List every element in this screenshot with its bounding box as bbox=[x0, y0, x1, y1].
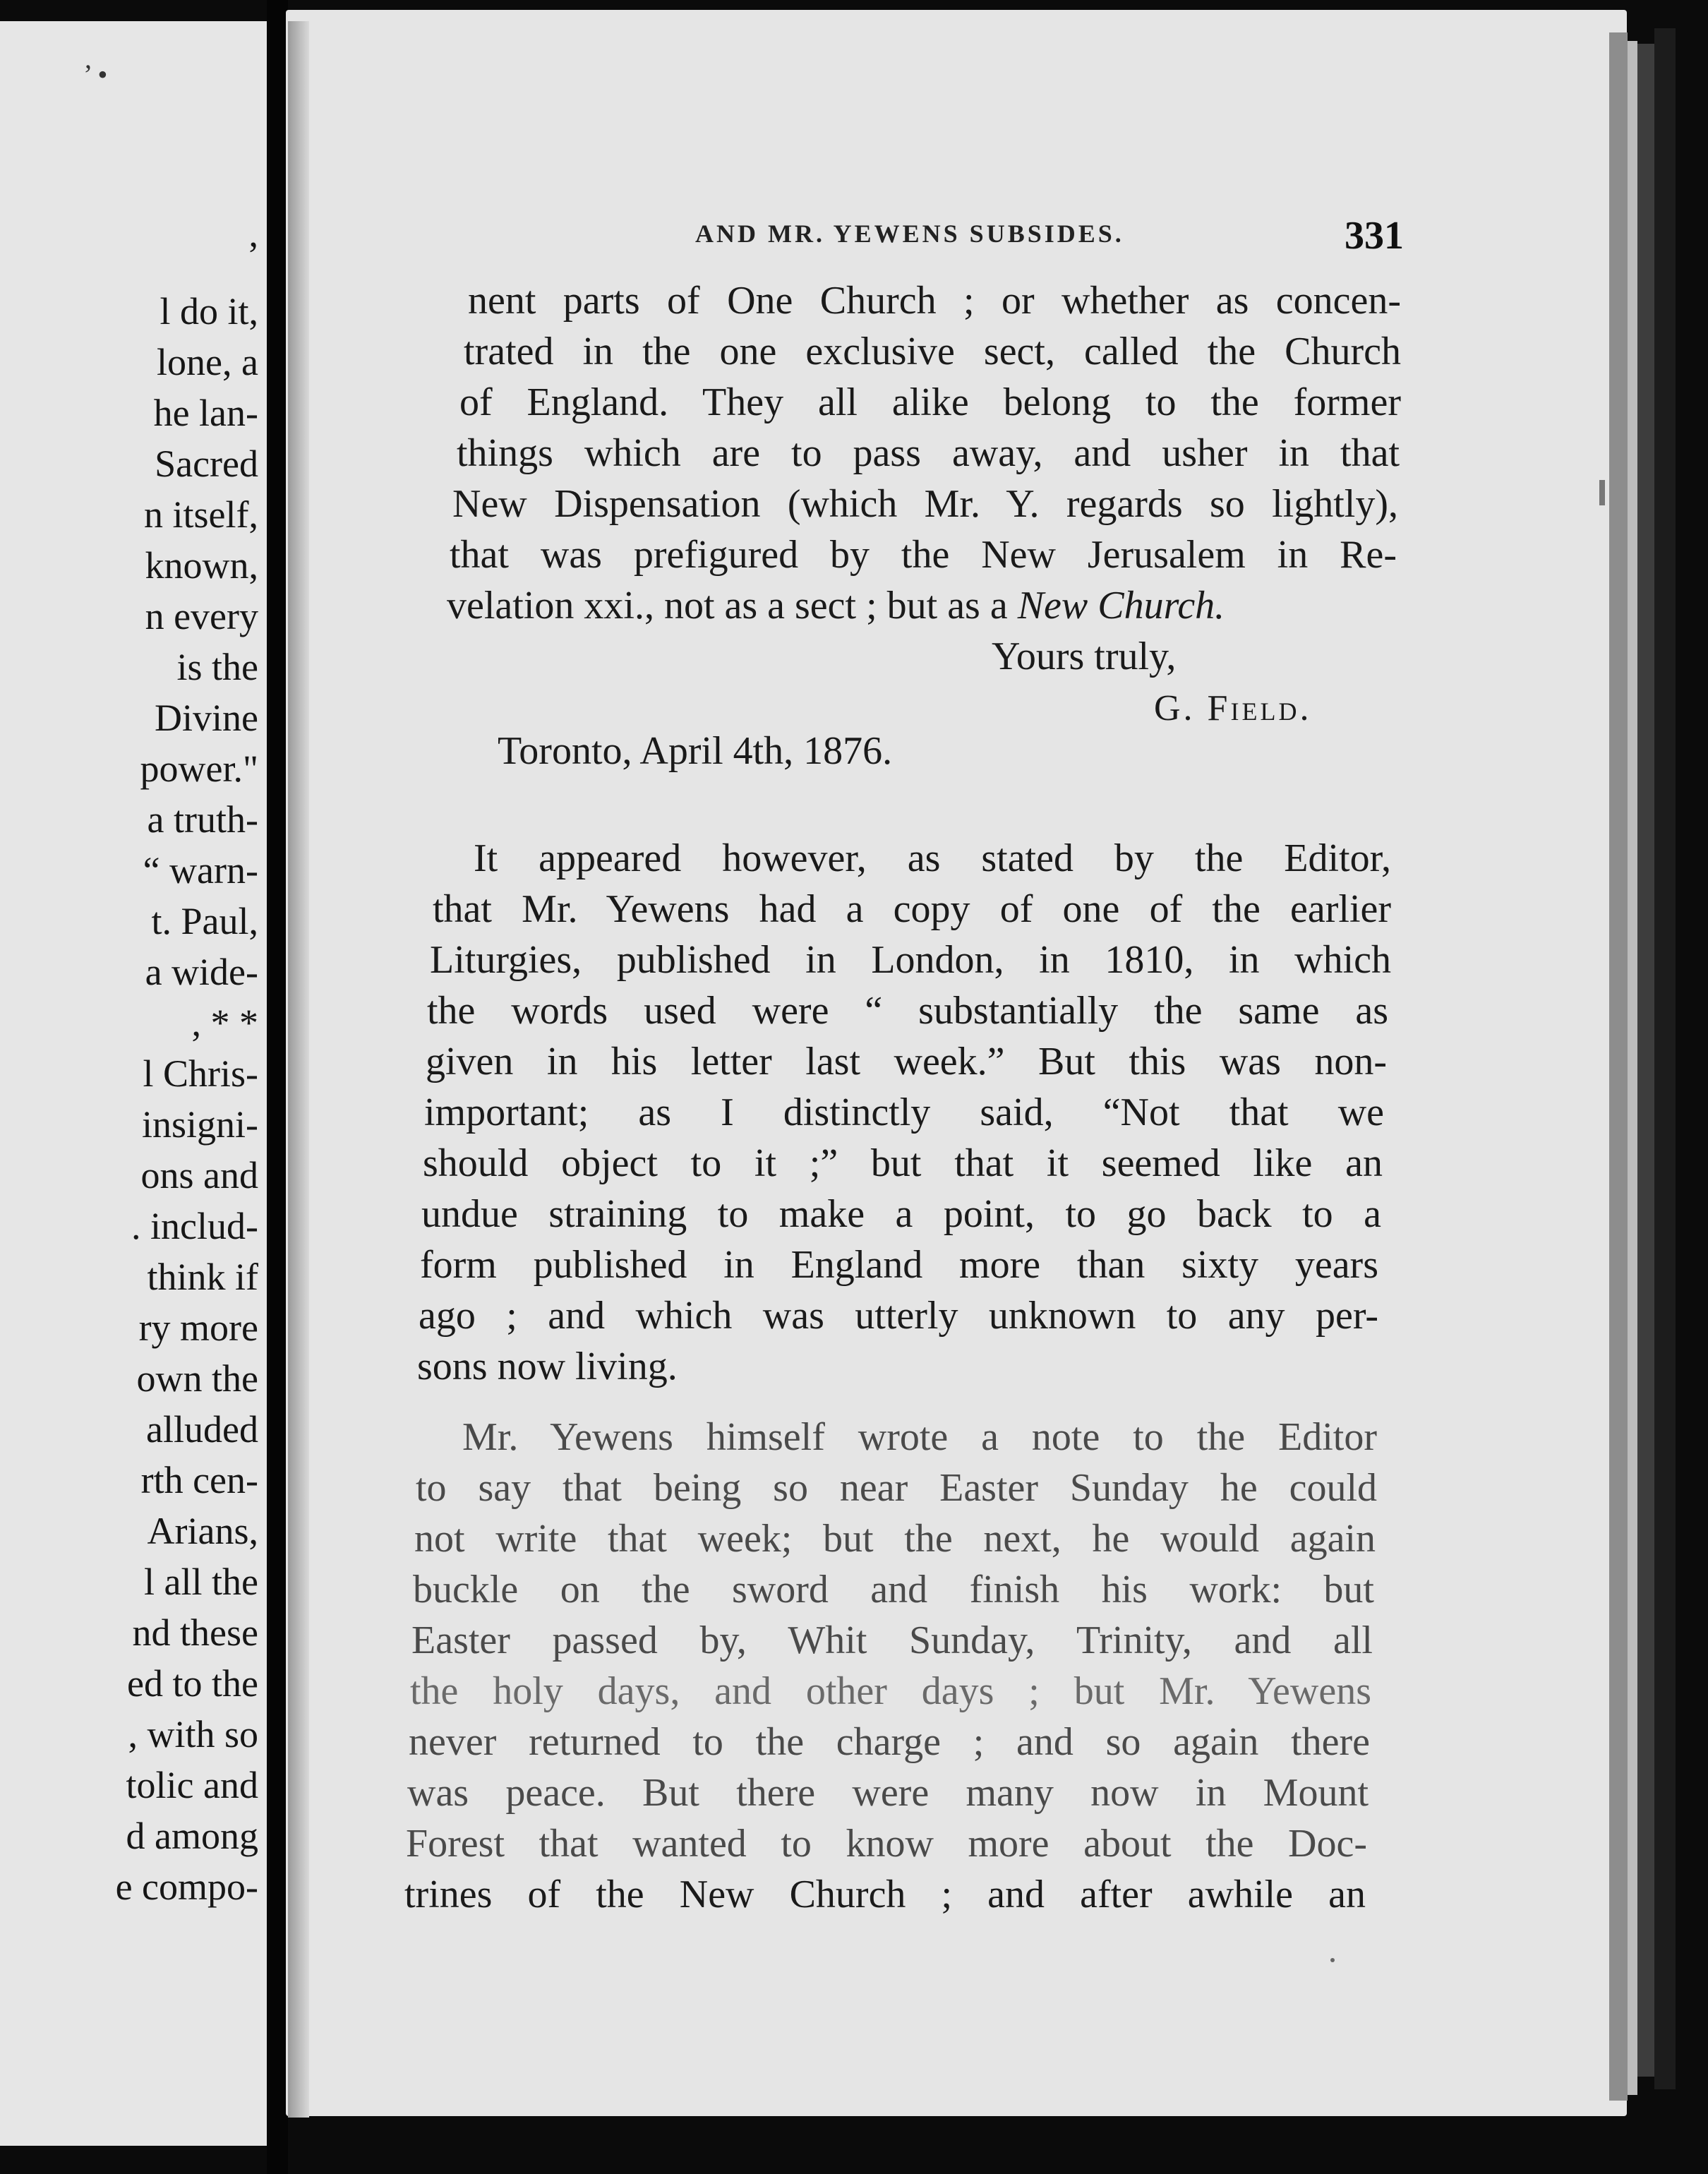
previous-page-line: “ warn- bbox=[143, 849, 258, 891]
date-line: Toronto, April 4th, 1876. bbox=[498, 729, 893, 773]
previous-page-line: rth cen- bbox=[140, 1459, 258, 1501]
signature-surname: ield. bbox=[1230, 688, 1312, 728]
text-line: Easter passed by, Whit Sunday, Trinity, and all bbox=[411, 1619, 1373, 1662]
previous-page-line: he lan- bbox=[153, 392, 258, 434]
previous-page-line: l all the bbox=[144, 1561, 258, 1603]
previous-page-line: ed to the bbox=[127, 1662, 258, 1705]
text-line: form published in England more than sixty years bbox=[420, 1243, 1378, 1287]
text-line: was peace. But there were many now in Mount bbox=[407, 1771, 1369, 1815]
text-line: New Dispensation (which Mr. Y. regards so lightly), bbox=[452, 482, 1398, 526]
previous-page-line: ons and bbox=[140, 1154, 258, 1196]
page-header bbox=[406, 213, 1408, 263]
book-cover-edge bbox=[1654, 28, 1676, 2089]
text-line: ago ; and which was utterly unknown to any per- bbox=[419, 1294, 1378, 1338]
text-line: never returned to the charge ; and so again there bbox=[409, 1720, 1370, 1764]
text-line: Liturgies, published in London, in 1810, in which bbox=[430, 938, 1391, 982]
previous-page-line: a wide- bbox=[145, 951, 258, 993]
previous-page-line: l do it, bbox=[160, 290, 258, 332]
ink-speck bbox=[1330, 1958, 1335, 1962]
text-line: not write that week; but the next, he would again bbox=[414, 1517, 1376, 1561]
previous-page-line: n itself, bbox=[144, 493, 258, 536]
text-line: to say that being so near Easter Sunday he could bbox=[416, 1466, 1377, 1510]
previous-page-line: e compo- bbox=[115, 1866, 258, 1908]
previous-page-line: nd these bbox=[132, 1611, 258, 1654]
text-line: given in his letter last week.” But this was non- bbox=[426, 1040, 1387, 1083]
previous-page-line: insigni- bbox=[141, 1103, 258, 1146]
previous-page-line: own the bbox=[136, 1357, 258, 1400]
text-line: Forest that wanted to know more about the Doc- bbox=[406, 1822, 1367, 1866]
previous-page-line: d among bbox=[126, 1815, 258, 1857]
text-line: things which are to pass away, and usher in that bbox=[457, 431, 1400, 475]
book-gutter bbox=[267, 0, 288, 2174]
ink-marks: ’ • bbox=[83, 59, 108, 90]
previous-page-line: , bbox=[248, 212, 258, 255]
previous-page-line: a truth- bbox=[147, 798, 258, 841]
text-line: of England. They all alike belong to the former bbox=[459, 380, 1401, 424]
previous-page-line: Sacred bbox=[155, 443, 258, 485]
text-line bbox=[447, 580, 1395, 631]
text-line: undue straining to make a point, to go back to a bbox=[421, 1192, 1381, 1236]
previous-page-line: known, bbox=[145, 544, 258, 587]
previous-page-line: alluded bbox=[146, 1408, 258, 1451]
signature bbox=[1154, 687, 1311, 729]
text-run: velation xxi., not as a sect ; but as a bbox=[447, 584, 1018, 627]
previous-page-line: , with so bbox=[128, 1713, 258, 1755]
previous-page-line: lone, a bbox=[157, 341, 258, 383]
previous-page-line: Arians, bbox=[147, 1510, 258, 1552]
page-edge bbox=[1637, 44, 1654, 2077]
previous-page-line: l Chris- bbox=[143, 1052, 258, 1095]
page-number: 331 bbox=[1345, 214, 1404, 258]
italic-text: New Church. bbox=[1017, 584, 1225, 627]
page-edge bbox=[1628, 41, 1637, 2095]
previous-page-line: ry more bbox=[138, 1307, 258, 1349]
text-line: that Mr. Yewens had a copy of one of the earlier bbox=[433, 887, 1391, 931]
text-line: buckle on the sword and finish his work: but bbox=[413, 1568, 1374, 1611]
margin-mark bbox=[1599, 480, 1605, 505]
text-line: trated in the one exclusive sect, called the Church bbox=[464, 330, 1401, 373]
previous-page-fragment bbox=[0, 21, 267, 2146]
previous-page-line: tolic and bbox=[126, 1764, 258, 1806]
text-line: that was prefigured by the New Jerusalem in Re- bbox=[450, 533, 1397, 577]
previous-page-line: t. Paul, bbox=[151, 900, 258, 942]
text-line: nent parts of One Church ; or whether as concen- bbox=[468, 279, 1401, 323]
text-line: sons now living. bbox=[417, 1345, 678, 1388]
previous-page-line: think if bbox=[147, 1256, 258, 1298]
text-line: Mr. Yewens himself wrote a note to the Editor bbox=[462, 1415, 1377, 1459]
previous-page-line: Divine bbox=[155, 697, 258, 739]
previous-page-line: . includ- bbox=[131, 1205, 258, 1247]
text-line: important; as I distinctly said, “Not that we bbox=[424, 1091, 1384, 1134]
previous-page-line: is the bbox=[176, 646, 258, 688]
text-line: should object to it ;” but that it seemed like an bbox=[423, 1141, 1383, 1185]
running-head: AND MR. YEWENS SUBSIDES. bbox=[695, 220, 1124, 248]
page-edge bbox=[1609, 32, 1628, 2101]
previous-page-line: n every bbox=[145, 595, 258, 637]
signature-initial: G. F bbox=[1154, 688, 1231, 728]
text-line: the words used were “ substantially the same as bbox=[427, 989, 1388, 1033]
previous-page-line: power." bbox=[140, 747, 258, 790]
gutter-shadow bbox=[288, 21, 309, 2118]
previous-page-line: , * * bbox=[191, 1002, 258, 1044]
text-line: It appeared however, as stated by the Editor, bbox=[474, 836, 1391, 880]
closing: Yours truly, bbox=[992, 635, 1177, 678]
text-line: the holy days, and other days ; but Mr. Yewens bbox=[410, 1669, 1371, 1713]
text-line: trines of the New Church ; and after awhile an bbox=[404, 1873, 1366, 1916]
